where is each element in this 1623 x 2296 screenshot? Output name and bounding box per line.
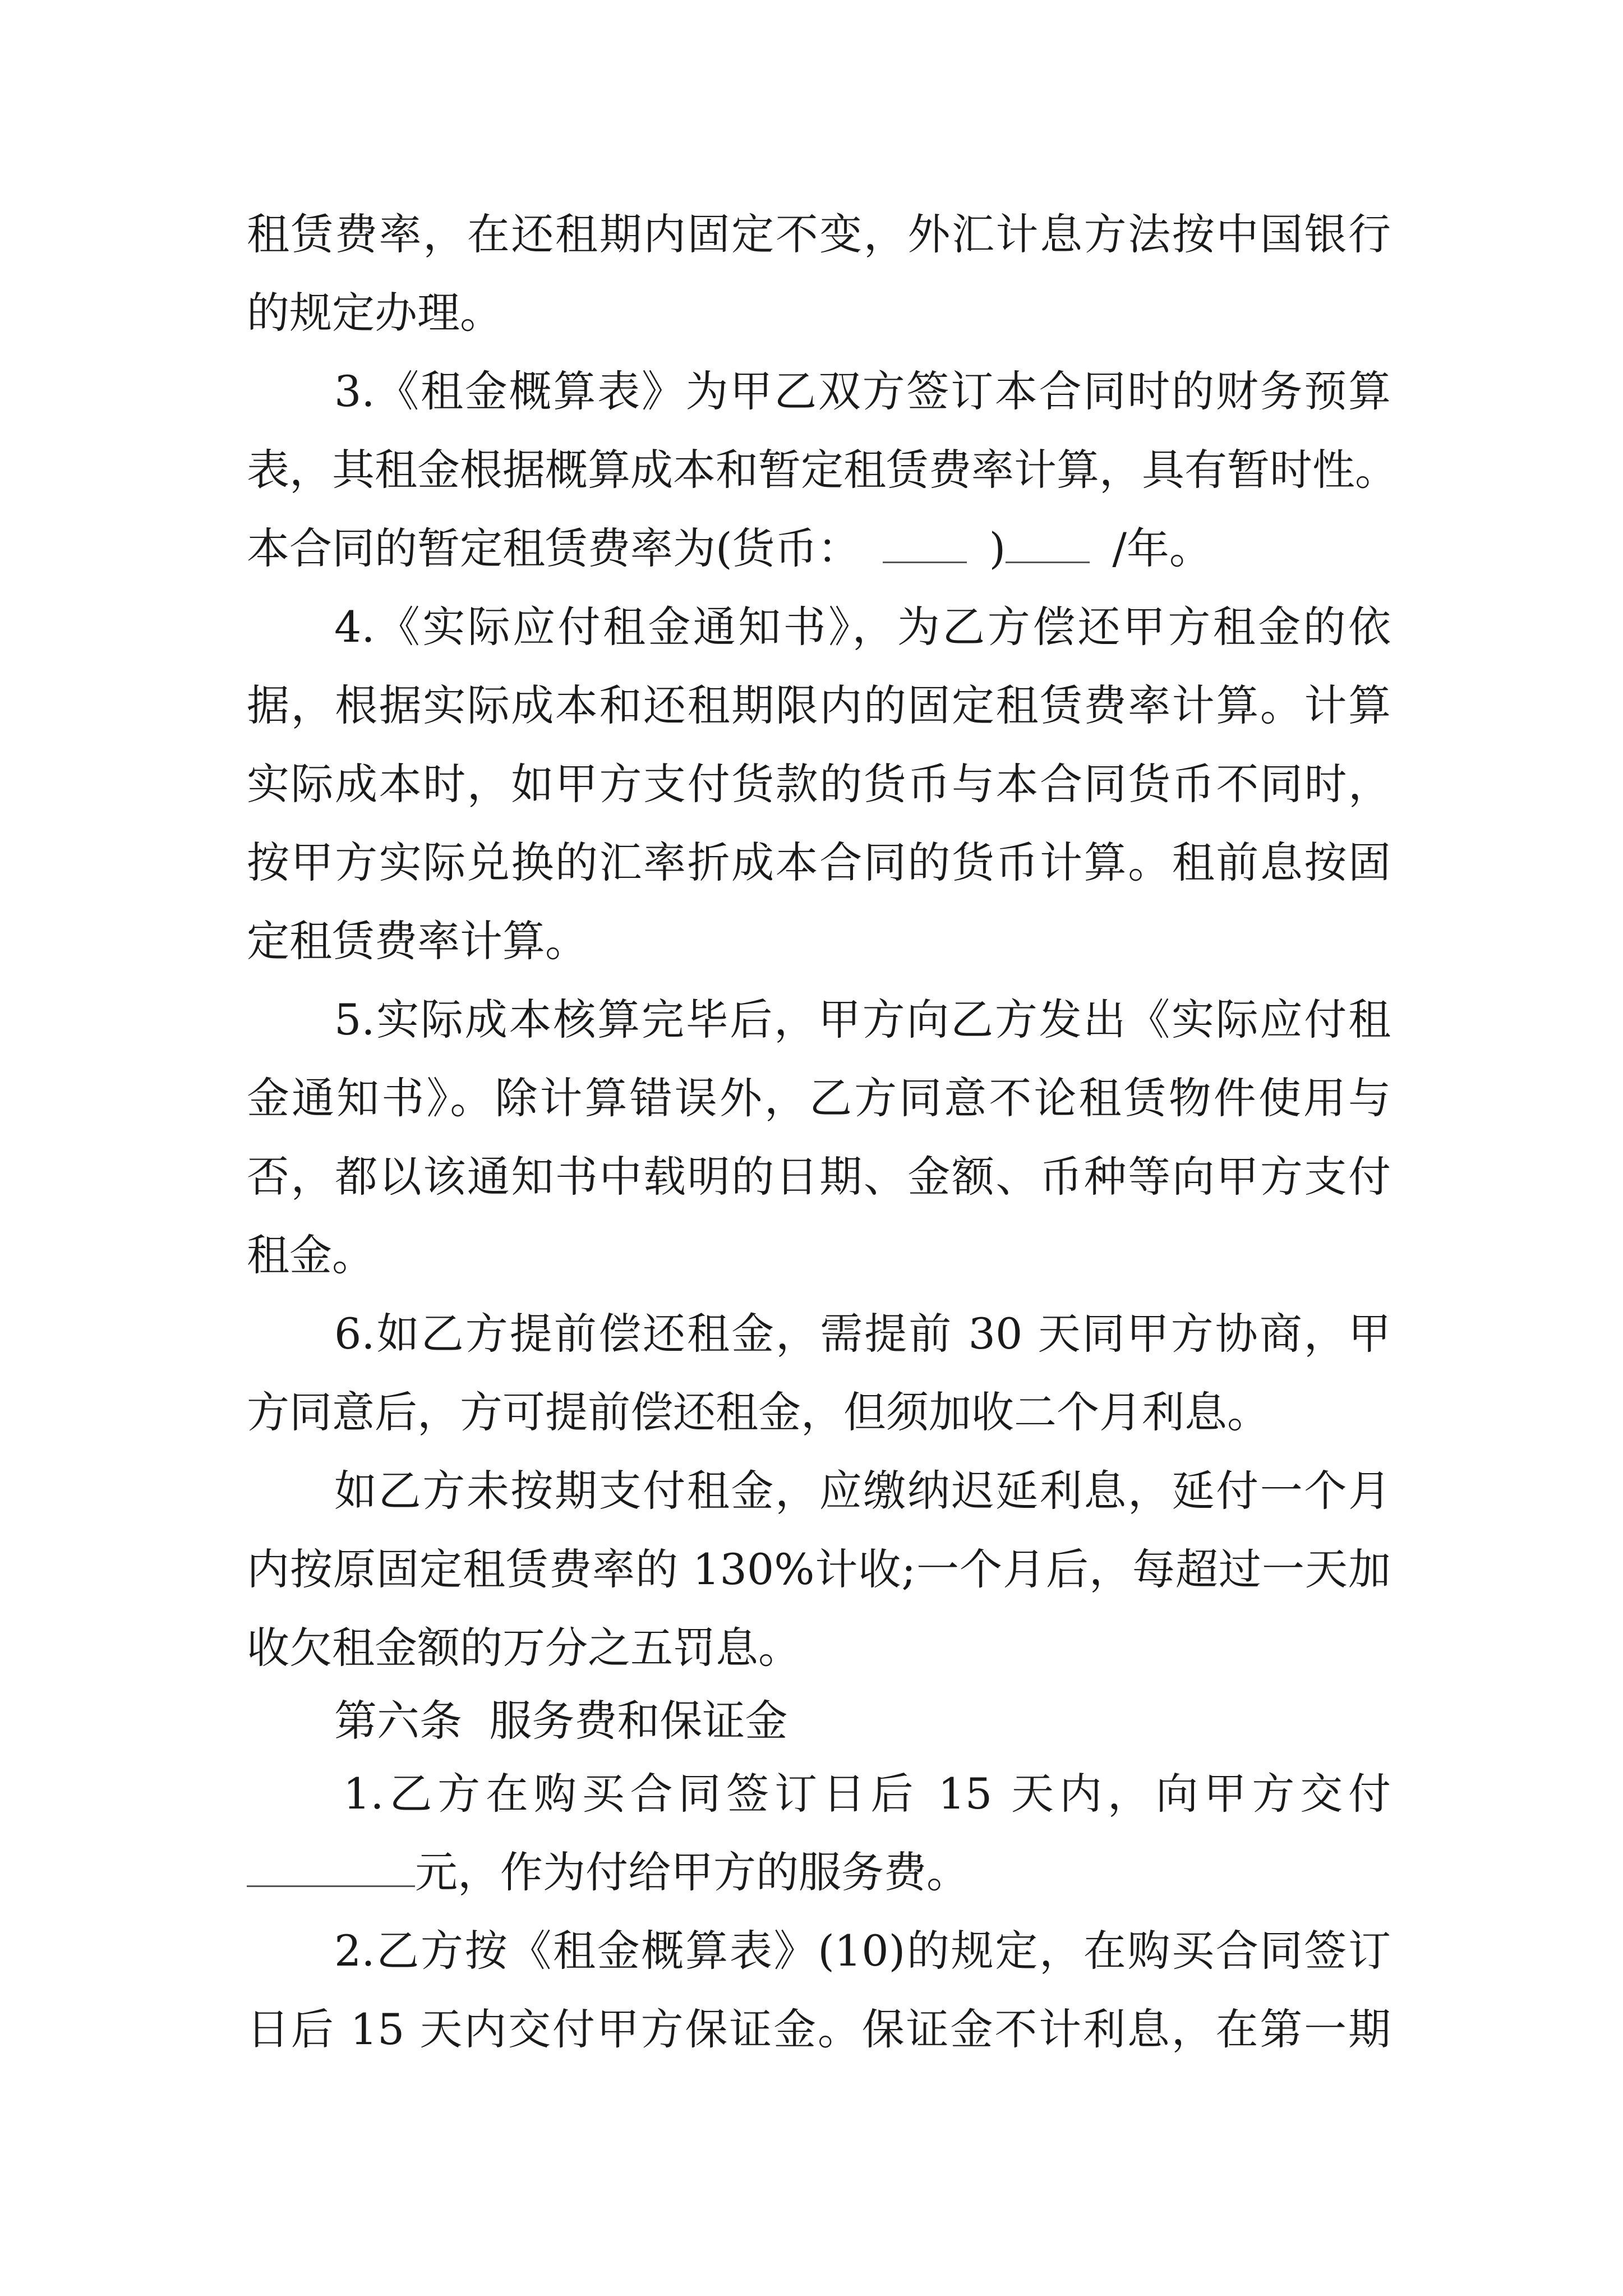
paragraph-5-start: 5.实际成本核算完毕后，甲方向乙方发出《实际应付租 [334,995,1391,1045]
paragraph-4-start: 4.《实际应付租金通知书》，为乙方偿还甲方租金的依 [334,602,1391,652]
text-line: 方同意后，方可提前偿还租金，但须加收二个月利息。 [247,1387,1270,1437]
text-segment: 元，作为付给甲方的服务费。 [415,1847,969,1897]
text-segment: /年。 [1112,523,1212,573]
text-line: 内按原固定租赁费率的 130%计收;一个月后，每超过一天加 [247,1544,1391,1594]
text-line: 金通知书》。除计算错误外，乙方同意不论租赁物件使用与 [247,1073,1391,1123]
paragraph-3-start: 3.《租金概算表》为甲乙双方签订本合同时的财务预算 [334,366,1391,416]
blank-service-fee-amount [247,1846,415,1887]
text-line: 租金。 [247,1230,375,1280]
text-line: 租赁费率，在还租期内固定不变，外汇计息方法按中国银行 [247,209,1391,259]
text-line: 定租赁费率计算。 [247,916,588,966]
text-line: 否，都以该通知书中载明的日期、金额、币种等向甲方支付 [247,1152,1391,1202]
paragraph-deposit-start: 2.乙方按《租金概算表》(10)的规定，在购买合同签订 [334,1926,1391,1976]
text-segment: 本合同的暂定租赁费率为(货币： [247,523,860,573]
text-line: 表，其租金根据概算成本和暂定租赁费率计算，具有暂时性。 [247,445,1398,495]
paragraph-service-fee-start: 1.乙方在购买合同签订日后 15 天内，向甲方交付 [343,1769,1391,1819]
text-line: 实际成本时，如甲方支付货款的货币与本合同货币不同时， [247,759,1391,809]
text-line: 据，根据实际成本和还租期限内的固定租赁费率计算。计算 [247,680,1391,730]
section-heading-article-6: 第六条 服务费和保证金 [334,1696,788,1746]
text-line: 日后 15 天内交付甲方保证金。保证金不计利息，在第一期 [247,2004,1391,2054]
text-line [247,1844,1391,1901]
paragraph-late-payment-start: 如乙方未按期支付租金，应缴纳迟延利息，延付一个月 [334,1466,1391,1516]
text-segment: ) [989,523,1006,573]
text-line: 收欠租金额的万分之五罚息。 [247,1623,801,1673]
paragraph-6-start: 6.如乙方提前偿还租金，需提前 30 天同甲方协商，甲 [334,1309,1391,1359]
blank-rate-field [1006,522,1090,563]
text-line: 按甲方实际兑换的汇率折成本合同的货币计算。租前息按固 [247,838,1391,887]
text-line: 的规定办理。 [247,288,502,338]
blank-currency-field [883,522,967,563]
text-line [247,521,1391,577]
